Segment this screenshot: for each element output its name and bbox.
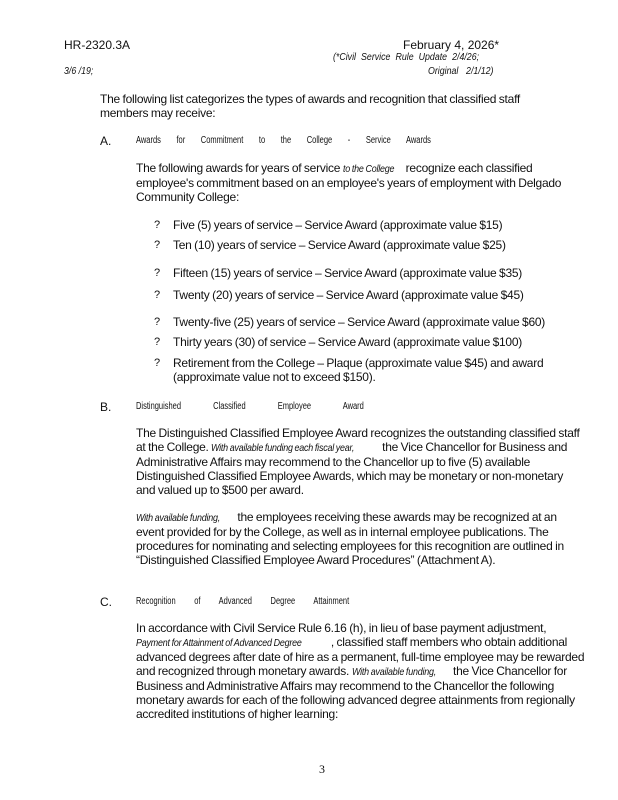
section-c-title: Recognition of Advanced Degree Attainment (136, 596, 350, 607)
section-c-letter: C. (100, 595, 112, 609)
document-date: February 4, 2026* (403, 38, 500, 52)
update-note-left: 3/6 /19; (64, 66, 94, 77)
italic-run: With available funding each fiscal year, (211, 442, 355, 454)
bullet-icon: ? (154, 267, 161, 279)
text-run: the employees receiving these awards may be recognized at an event provided for by the College, as well as in internal employee publications. The procedures for nominating and selecting employees for this recognition are outlined in “Distinguished Classified Employee Award Procedures” (Attachment A). (136, 510, 564, 567)
list-item: Ten (10) years of service – Service Award (approximate value $25) (173, 238, 506, 252)
bullet-icon: ? (154, 357, 161, 369)
bullet-icon: ? (154, 289, 161, 301)
bullet-icon: ? (154, 336, 161, 348)
text-run: , classified staff members who obtain additional advanced degrees after date of hire as a permanent, full-time employee may be rewarded and recognized through monetary awards. (136, 635, 585, 678)
list-item: Retirement from the College – Plaque (approximate value $45) and award (approximate value not to exceed $150). (173, 356, 544, 384)
list-item: Thirty years (30) of service – Service Award (approximate value $100) (173, 335, 523, 349)
list-item: Fifteen (15) years of service – Service Award (approximate value $35) (173, 266, 523, 280)
section-b-paragraph-2 (136, 510, 581, 567)
bullet-icon: ? (154, 239, 161, 251)
bullet-icon: ? (154, 219, 161, 231)
text-run: recognize each classified employee's commitment based on an employee's years of employment with Delgado Community College: (136, 161, 562, 204)
section-a-paragraph (136, 161, 576, 204)
section-b-paragraph-1 (136, 426, 581, 497)
text-run: the Vice Chancellor for Business and Administrative Affairs may recommend to the Chancellor up to five (5) available Distinguished Classified Employee Awards, which may be monetary or non-monetary and valued up to $500 per award. (136, 440, 568, 497)
page-number: 3 (319, 762, 325, 776)
section-c-paragraph (136, 621, 586, 721)
section-a-letter: A. (100, 134, 112, 148)
intro-paragraph: The following list categorizes the types of awards and recognition that classified staff members may receive: (100, 92, 521, 120)
list-item: Twenty-five (25) years of service – Service Award (approximate value $60) (173, 315, 546, 329)
text-run: The Distinguished Classified Employee Award recognizes the outstanding classified staff at the College. (136, 426, 580, 454)
list-item: Five (5) years of service – Service Award (approximate value $15) (173, 218, 503, 232)
text-run: The following awards for years of service (136, 161, 343, 175)
italic-run: With available funding, (136, 512, 220, 524)
italic-run: to the College (342, 163, 395, 175)
italic-run: With available funding, (351, 666, 436, 678)
list-item: Twenty (20) years of service – Service Award (approximate value $45) (173, 288, 524, 302)
text-run: In accordance with Civil Service Rule 6.16 (h), in lieu of base payment adjustment, (136, 621, 547, 635)
document-id: HR-2320.3A (64, 38, 131, 52)
bullet-icon: ? (154, 316, 161, 328)
section-a-title: Awards for Commitment to the College - Service Awards (136, 135, 431, 146)
update-note-line1: (*Civil Service Rule Update 2/4/26; (333, 52, 480, 63)
update-note-line2: Original 2/1/12) (428, 66, 494, 77)
section-b-letter: B. (100, 400, 112, 414)
section-b-title: Distinguished Classified Employee Award (136, 401, 364, 412)
italic-run: Payment for Attainment of Advanced Degree (136, 637, 302, 649)
text-run: the Vice Chancellor for Business and Administrative Affairs may recommend to the Chancellor the following monetary awards for each of the following advanced degree attainments from regionally accredited institutions of higher learning: (136, 664, 575, 721)
